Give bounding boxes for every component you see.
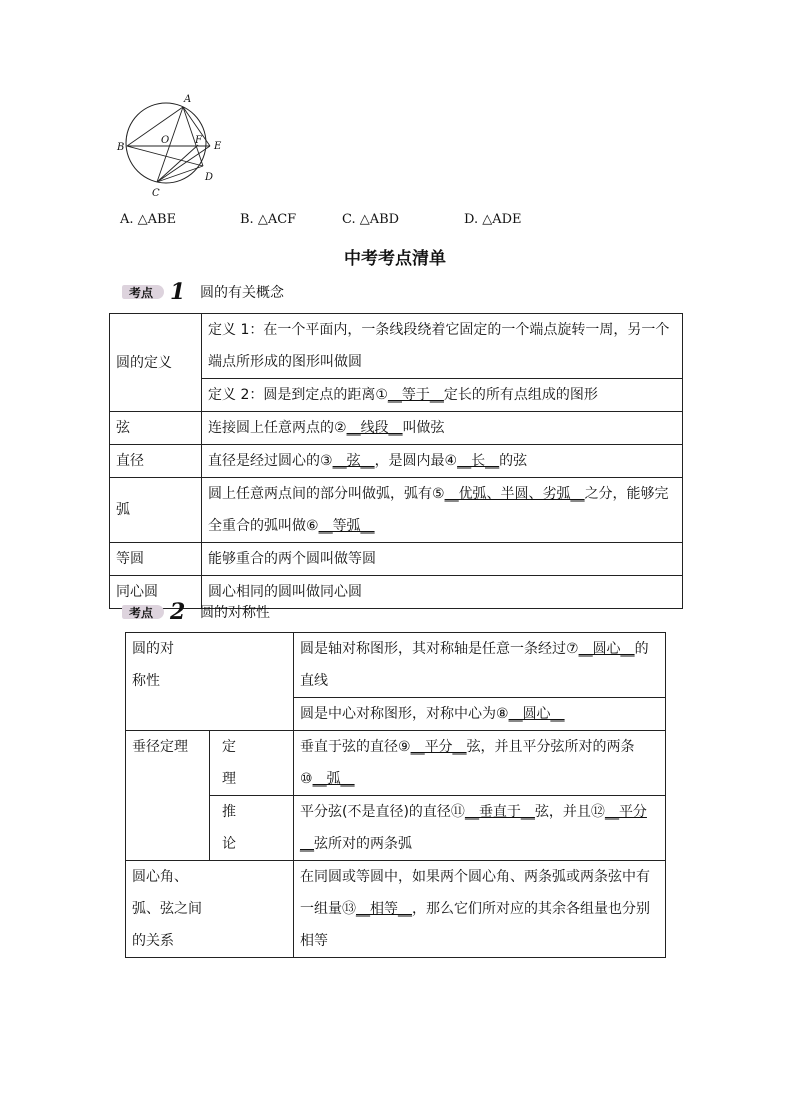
row-label: 圆的对称性 — [126, 633, 294, 731]
answer-choices — [0, 212, 790, 232]
row-label: 弧 — [110, 478, 202, 543]
row-label: 圆的定义 — [110, 314, 202, 412]
row-content: 连接圆上任意两点的②__线段__叫做弦 — [202, 412, 683, 445]
table-row — [110, 445, 683, 478]
label-F: F — [195, 135, 202, 146]
table-row — [110, 478, 683, 543]
label-C: C — [152, 188, 160, 199]
kaodian-badge: 考点 — [118, 604, 176, 620]
table-row — [110, 412, 683, 445]
answer-blank: __垂直于__ — [464, 804, 535, 820]
answer-blank: __线段__ — [346, 420, 403, 436]
answer-blank: __圆心__ — [508, 706, 565, 722]
answer-blank: __相等__ — [356, 901, 412, 917]
row-content: 圆心相同的圆叫做同心圆 — [202, 576, 683, 609]
table-row — [126, 731, 666, 796]
row-content: 垂直于弦的直径⑨__平分__弦，并且平分弦所对的两条⑩__弧__ — [294, 731, 666, 796]
table-row — [110, 543, 683, 576]
sub-label: 定理 — [210, 731, 294, 796]
label-E: E — [214, 141, 222, 152]
symmetry-table — [125, 632, 666, 958]
row-label: 弦 — [110, 412, 202, 445]
concepts-table — [109, 313, 683, 609]
row-content: 直径是经过圆心的③__弦__，是圆内最④__长__的弦 — [202, 445, 683, 478]
row-content: 在同圆或等圆中，如果两个圆心角、两条弧或两条弦中有一组量⑬__相等__，那么它们所对应的其余各组量也分别相等 — [294, 861, 666, 958]
section-title: 中考考点清单 — [344, 249, 446, 269]
kaodian-number: 2 — [170, 599, 186, 625]
answer-blank: __圆心__ — [578, 641, 635, 657]
kaodian-1-header — [118, 281, 284, 303]
circle-figure — [112, 88, 242, 204]
kaodian-number: 1 — [170, 279, 186, 305]
answer-blank: __弧__ — [312, 771, 355, 787]
label-O: O — [161, 135, 170, 146]
row-content: 圆是轴对称图形，其对称轴是任意一条经过⑦__圆心__的直线 — [294, 633, 666, 698]
choice-b[interactable]: B. △ACF — [240, 212, 297, 227]
choice-c[interactable]: C. △ABD — [342, 212, 400, 227]
choice-a[interactable]: A. △ABE — [120, 212, 177, 227]
row-content: 定义 2：圆是到定点的距离①__等于__定长的所有点组成的图形 — [202, 379, 683, 412]
row-content: 圆上任意两点间的部分叫做弧，弧有⑤__优弧、半圆、劣弧__之分，能够完全重合的弧叫做⑥__等弧__ — [202, 478, 683, 543]
row-label: 等圆 — [110, 543, 202, 576]
row-label: 直径 — [110, 445, 202, 478]
answer-blank: __优弧、半圆、劣弧__ — [444, 486, 585, 502]
row-content: 定义 1：在一个平面内，一条线段绕着它固定的一个端点旋转一周，另一个端点所形成的图形叫做圆 — [202, 314, 683, 379]
sub-label: 推论 — [210, 796, 294, 861]
kaodian-title: 圆的对称性 — [200, 605, 270, 621]
answer-blank: __长__ — [457, 453, 500, 469]
answer-blank: __弦__ — [332, 453, 375, 469]
row-content: 圆是中心对称图形，对称中心为⑧__圆心__ — [294, 698, 666, 731]
table-row — [110, 314, 683, 379]
answer-blank: __等弧__ — [318, 518, 375, 534]
row-label: 垂径定理 — [126, 731, 210, 861]
answer-blank: __平分__ — [300, 804, 647, 852]
row-content: 能够重合的两个圆叫做等圆 — [202, 543, 683, 576]
table-row — [126, 861, 666, 958]
kaodian-title: 圆的有关概念 — [200, 285, 284, 301]
kaodian-badge: 考点 — [118, 284, 176, 300]
row-label: 圆心角、弧、弦之间的关系 — [126, 861, 294, 958]
answer-blank: __平分__ — [410, 739, 467, 755]
kaodian-2-header — [118, 601, 270, 623]
choice-d[interactable]: D. △ADE — [464, 212, 522, 227]
row-label: 同心圆 — [110, 576, 202, 609]
label-B: B — [117, 142, 125, 153]
label-A: A — [184, 94, 192, 105]
answer-blank: __等于__ — [387, 387, 444, 403]
table-row — [126, 633, 666, 698]
row-content: 平分弦(不是直径)的直径⑪__垂直于__弦，并且⑫__平分__弦所对的两条弧 — [294, 796, 666, 861]
label-D: D — [205, 172, 214, 183]
